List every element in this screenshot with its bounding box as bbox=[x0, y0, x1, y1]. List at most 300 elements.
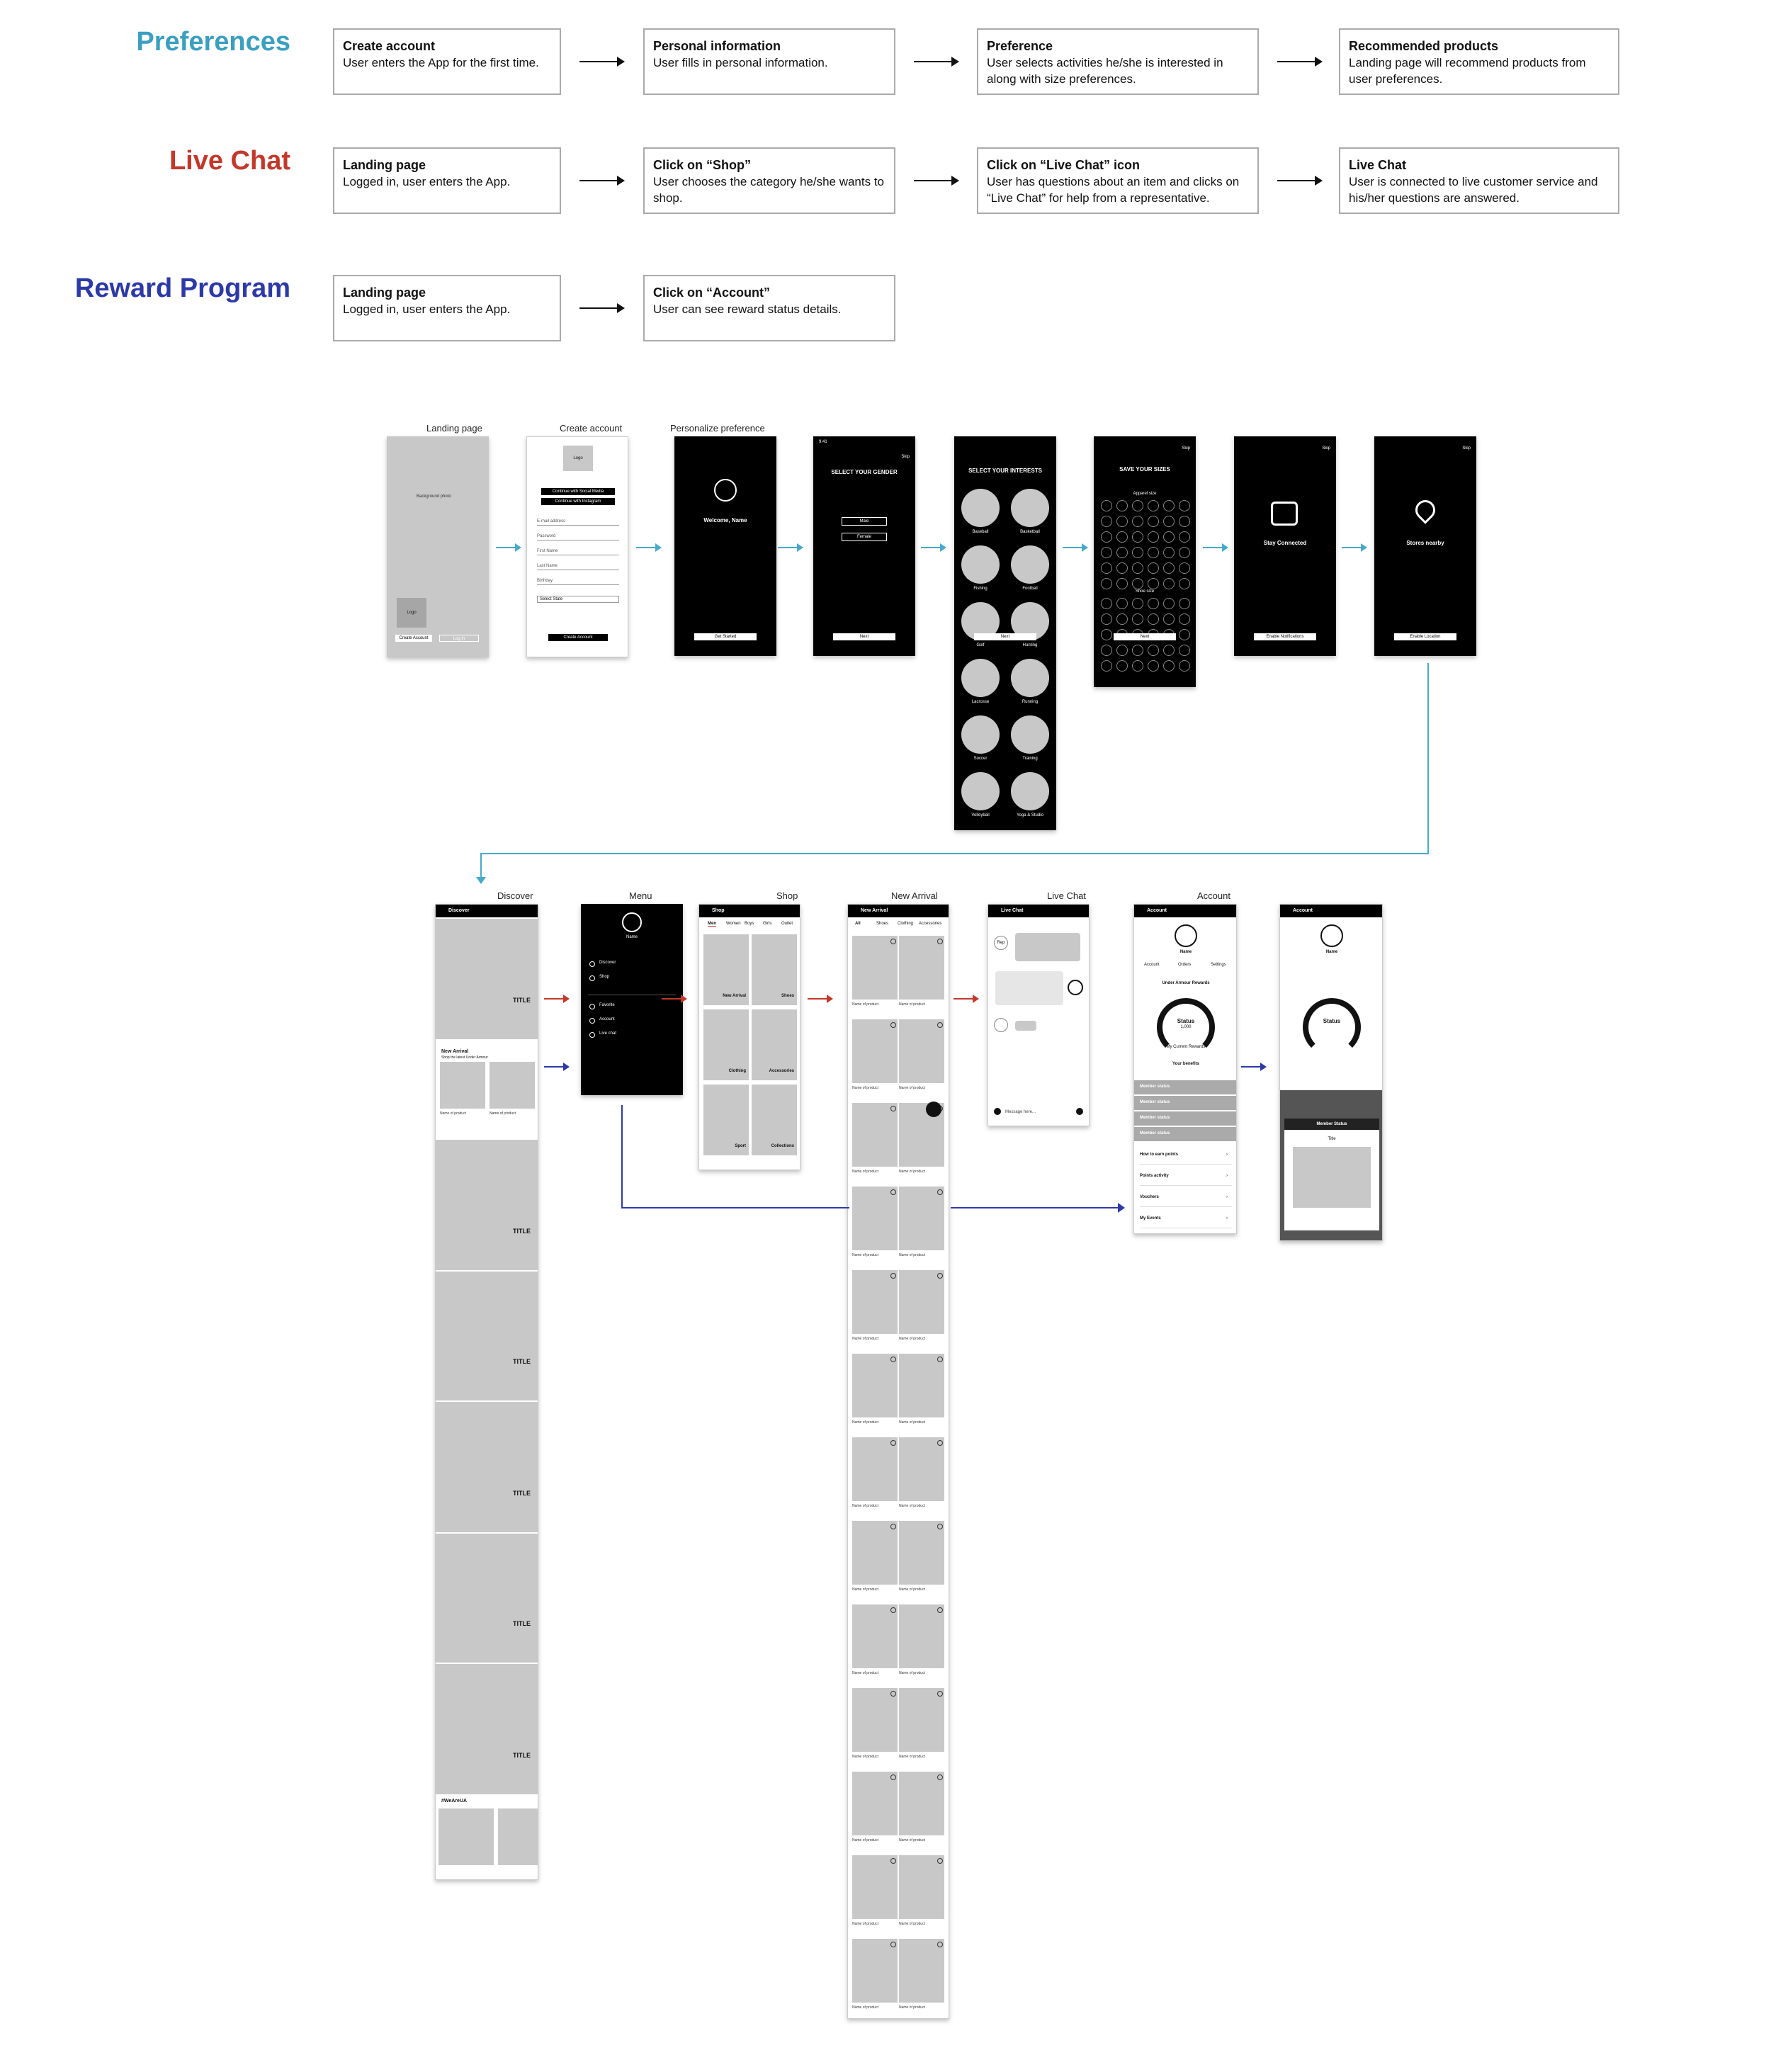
product-name: Name of product bbox=[899, 1420, 925, 1425]
product-image[interactable] bbox=[852, 1855, 898, 1919]
size-option[interactable] bbox=[1163, 516, 1175, 527]
interest-option[interactable] bbox=[961, 659, 1000, 697]
product-name: Name of product bbox=[852, 1587, 878, 1592]
menu-name: Name bbox=[626, 935, 638, 939]
product-image[interactable] bbox=[899, 1019, 944, 1083]
flow-title-0: Preferences bbox=[136, 27, 290, 57]
skip-link[interactable]: Skip bbox=[901, 455, 910, 459]
step-text: Logged in, user enters the App. bbox=[343, 175, 511, 188]
connector-down bbox=[480, 853, 482, 878]
screen-menu bbox=[581, 904, 683, 1095]
shop-header: Shop bbox=[699, 905, 800, 917]
enable-location-button[interactable]: Enable Location bbox=[1394, 633, 1456, 640]
shoe-size-option[interactable] bbox=[1132, 598, 1143, 609]
discover-banner[interactable] bbox=[436, 1402, 538, 1532]
next-button[interactable]: Next bbox=[833, 633, 895, 640]
skip-link[interactable]: Skip bbox=[1322, 446, 1330, 451]
heart-icon[interactable] bbox=[937, 1357, 943, 1362]
product-image[interactable] bbox=[852, 1604, 898, 1668]
size-option[interactable] bbox=[1116, 531, 1128, 543]
heart-icon[interactable] bbox=[937, 1774, 943, 1780]
skip-link[interactable]: Skip bbox=[1462, 446, 1471, 451]
modal-title: Member Status bbox=[1284, 1119, 1379, 1130]
shoe-size-option[interactable] bbox=[1101, 629, 1112, 640]
discover-banner[interactable] bbox=[436, 919, 538, 1039]
shop-tab[interactable]: Girls bbox=[763, 922, 772, 926]
heart-icon[interactable] bbox=[937, 1022, 943, 1028]
shoe-size-option[interactable] bbox=[1116, 598, 1128, 609]
product-name: Name of product bbox=[899, 1253, 925, 1257]
shop-tab[interactable]: Outlet bbox=[781, 922, 793, 926]
heart-icon[interactable] bbox=[937, 1607, 943, 1613]
logo-placeholder bbox=[563, 446, 593, 471]
menu-account-connector-h1 bbox=[621, 1207, 849, 1208]
new-arrival-header: New Arrival bbox=[848, 905, 949, 917]
shop-category-label: Accessories bbox=[769, 1069, 794, 1073]
product-name: Name of product bbox=[852, 1755, 878, 1759]
shoe-size-option[interactable] bbox=[1148, 613, 1159, 625]
create-field[interactable]: Last Name bbox=[537, 564, 619, 570]
apparel-size-label: Apparel size bbox=[1133, 492, 1157, 496]
screen-shop bbox=[698, 904, 800, 1170]
size-option[interactable] bbox=[1101, 500, 1112, 511]
step-text: Landing page will recommend products from user preferences. bbox=[1349, 56, 1586, 86]
heart-icon[interactable] bbox=[890, 1691, 896, 1697]
heart-icon[interactable] bbox=[890, 1440, 896, 1446]
heart-icon[interactable] bbox=[890, 1774, 896, 1780]
flow-arrow bbox=[579, 307, 623, 309]
size-option[interactable] bbox=[1179, 547, 1190, 558]
interest-option[interactable] bbox=[961, 715, 1000, 754]
account-link[interactable]: How to earn points bbox=[1140, 1153, 1232, 1165]
interest-option[interactable] bbox=[1011, 659, 1049, 697]
product-image[interactable] bbox=[852, 936, 898, 1000]
heart-icon[interactable] bbox=[890, 1022, 896, 1028]
size-option[interactable] bbox=[1101, 547, 1112, 558]
interest-label: Hunting bbox=[1022, 643, 1038, 647]
shoe-size-option[interactable] bbox=[1116, 613, 1128, 625]
female-option[interactable]: Female bbox=[842, 533, 887, 541]
account-link[interactable]: Vouchers bbox=[1140, 1195, 1232, 1207]
shop-tab[interactable]: Men bbox=[708, 922, 716, 926]
status-points: 1,000 bbox=[1180, 1025, 1192, 1029]
shoe-size-option[interactable] bbox=[1132, 660, 1143, 672]
user-message-bubble bbox=[995, 971, 1063, 1005]
product-image[interactable] bbox=[852, 1521, 898, 1585]
size-option[interactable] bbox=[1163, 562, 1175, 574]
label-menu: Menu bbox=[629, 890, 652, 901]
live-chat-header: Live Chat bbox=[988, 905, 1089, 917]
heart-icon[interactable] bbox=[937, 1524, 943, 1529]
size-option[interactable] bbox=[1163, 531, 1175, 543]
product-image[interactable] bbox=[852, 1270, 898, 1334]
shoe-size-option[interactable] bbox=[1179, 660, 1190, 672]
product-image[interactable] bbox=[852, 1688, 898, 1752]
product-name: Name of product bbox=[899, 1337, 925, 1341]
size-option[interactable] bbox=[1148, 516, 1159, 527]
typing-bubble bbox=[1015, 1021, 1036, 1031]
shoe-size-option[interactable] bbox=[1148, 645, 1159, 656]
size-option[interactable] bbox=[1148, 562, 1159, 574]
social-media-button[interactable]: Continue with Social Media bbox=[541, 488, 615, 495]
size-option[interactable] bbox=[1148, 547, 1159, 558]
product-name: Name of product bbox=[852, 1170, 878, 1174]
onboarding-arrow bbox=[778, 547, 802, 548]
screen-discover bbox=[435, 904, 538, 1880]
size-option[interactable] bbox=[1101, 562, 1112, 574]
size-option[interactable] bbox=[1101, 516, 1112, 527]
size-option[interactable] bbox=[1101, 531, 1112, 543]
avatar-icon bbox=[1175, 924, 1197, 947]
flow-arrow bbox=[1277, 61, 1321, 62]
menu-item[interactable]: Discover bbox=[599, 961, 616, 965]
interest-option[interactable] bbox=[1011, 545, 1049, 584]
male-option[interactable]: Male bbox=[842, 517, 887, 526]
create-field[interactable]: Birthday bbox=[537, 579, 619, 585]
product-image[interactable] bbox=[852, 1187, 898, 1250]
chevron-right-icon: › bbox=[1226, 1195, 1228, 1199]
size-option[interactable] bbox=[1148, 500, 1159, 511]
shop-tab[interactable]: Women bbox=[726, 922, 741, 926]
size-option[interactable] bbox=[1116, 547, 1128, 558]
product-image[interactable] bbox=[440, 1062, 485, 1109]
product-name: Name of product bbox=[899, 1838, 925, 1842]
product-name: Name of product bbox=[899, 1170, 925, 1174]
heart-icon[interactable] bbox=[937, 1691, 943, 1697]
rep-avatar-2 bbox=[994, 1018, 1008, 1032]
shop-category-label: Sport bbox=[735, 1144, 746, 1148]
product-image[interactable] bbox=[852, 1772, 898, 1835]
product-image[interactable] bbox=[852, 1354, 898, 1417]
product-image[interactable] bbox=[899, 1437, 944, 1501]
product-image[interactable] bbox=[490, 1062, 535, 1109]
flow-arrow bbox=[954, 998, 978, 1000]
shoe-size-option[interactable] bbox=[1179, 613, 1190, 625]
heart-icon[interactable] bbox=[890, 1942, 896, 1947]
screen-create-account bbox=[526, 436, 628, 657]
step-heading: Click on “Shop” bbox=[653, 158, 752, 172]
step-text: User has questions about an item and clicks on “Live Chat” for help from a representative. bbox=[987, 175, 1240, 205]
flow-arrow bbox=[544, 1066, 568, 1068]
screen-live-chat bbox=[988, 904, 1090, 1126]
size-option[interactable] bbox=[1148, 531, 1159, 543]
screen-stay-connected bbox=[1234, 436, 1336, 656]
chevron-right-icon: › bbox=[1226, 1153, 1228, 1157]
shoe-size-option[interactable] bbox=[1163, 660, 1175, 672]
step-text: User fills in personal information. bbox=[653, 56, 828, 69]
instagram-button[interactable]: Continue with Instagram bbox=[541, 498, 615, 505]
shoe-size-option[interactable] bbox=[1132, 645, 1143, 656]
banner-title: TITLE bbox=[513, 1752, 531, 1759]
flow-step bbox=[1339, 147, 1619, 214]
product-name: Name of product bbox=[899, 1587, 925, 1592]
product-image[interactable] bbox=[899, 1772, 944, 1835]
member-status-row[interactable]: Member status bbox=[1134, 1111, 1237, 1126]
heart-icon[interactable] bbox=[937, 1942, 943, 1947]
background-photo-label: Background photo bbox=[417, 494, 451, 499]
heart-icon[interactable] bbox=[890, 1273, 896, 1279]
product-name: Name of product bbox=[899, 1504, 925, 1508]
discover-banner[interactable] bbox=[436, 1534, 538, 1663]
shoe-size-option[interactable] bbox=[1163, 598, 1175, 609]
interest-label: Lacrosse bbox=[971, 700, 990, 704]
shoe-size-option[interactable] bbox=[1101, 660, 1112, 672]
rep-label: Rep bbox=[997, 941, 1005, 945]
size-option[interactable] bbox=[1116, 516, 1128, 527]
size-option[interactable] bbox=[1132, 516, 1143, 527]
hashtag-image[interactable] bbox=[438, 1808, 494, 1865]
menu-item-icon bbox=[589, 975, 595, 981]
step-heading: Preference bbox=[987, 39, 1053, 53]
interest-option[interactable] bbox=[1011, 715, 1049, 754]
shoe-size-option[interactable] bbox=[1179, 645, 1190, 656]
product-image[interactable] bbox=[852, 1019, 898, 1083]
discover-banner[interactable] bbox=[436, 1272, 538, 1400]
hashtag-heading: #WeAreUA bbox=[441, 1799, 468, 1804]
new-arrival-heading: New Arrival bbox=[441, 1049, 469, 1054]
account-link[interactable]: My Events bbox=[1140, 1216, 1232, 1228]
flow-step bbox=[1339, 28, 1619, 95]
product-name: Name of product bbox=[852, 1002, 878, 1007]
enable-notifications-button[interactable]: Enable Notifications bbox=[1254, 633, 1316, 640]
live-chat-icon[interactable] bbox=[926, 1102, 941, 1117]
label-live-chat: Live Chat bbox=[1047, 890, 1086, 901]
login-button[interactable]: Log in bbox=[439, 635, 479, 642]
product-image[interactable] bbox=[852, 1939, 898, 2003]
heart-icon[interactable] bbox=[937, 1440, 943, 1446]
size-option[interactable] bbox=[1179, 516, 1190, 527]
size-option[interactable] bbox=[1179, 578, 1190, 589]
shoe-size-option[interactable] bbox=[1132, 613, 1143, 625]
size-option[interactable] bbox=[1163, 500, 1175, 511]
size-option[interactable] bbox=[1132, 531, 1143, 543]
product-image[interactable] bbox=[899, 1688, 944, 1752]
tab-settings[interactable]: Settings bbox=[1211, 963, 1226, 967]
interest-option[interactable] bbox=[1011, 772, 1049, 810]
product-image[interactable] bbox=[852, 1437, 898, 1501]
product-image[interactable] bbox=[899, 936, 944, 1000]
step-heading: Landing page bbox=[343, 285, 426, 300]
state-select[interactable]: Select State bbox=[537, 596, 619, 603]
flow-title-1: Live Chat bbox=[169, 146, 290, 176]
shop-category-label: New Arrival bbox=[723, 994, 746, 998]
heart-icon[interactable] bbox=[890, 1858, 896, 1864]
add-icon[interactable] bbox=[994, 1108, 1001, 1115]
heart-icon[interactable] bbox=[890, 1106, 896, 1111]
flow-title-2: Reward Program bbox=[74, 273, 290, 303]
menu-account-connector-v bbox=[621, 1105, 623, 1208]
flow-step bbox=[333, 147, 561, 214]
heart-icon[interactable] bbox=[890, 1607, 896, 1613]
avatar-icon bbox=[622, 912, 642, 932]
product-name: Name of product bbox=[440, 1111, 466, 1116]
shoe-size-option[interactable] bbox=[1148, 660, 1159, 672]
step-heading: Live Chat bbox=[1349, 158, 1407, 172]
label-shop: Shop bbox=[776, 890, 798, 901]
logo-label: Logo bbox=[573, 456, 583, 460]
member-status-row[interactable]: Member status bbox=[1134, 1096, 1237, 1110]
my-rewards: My Current Rewards bbox=[1166, 1045, 1206, 1049]
shoe-size-option[interactable] bbox=[1148, 598, 1159, 609]
interest-label: Fishing bbox=[973, 587, 988, 591]
rep-message-bubble bbox=[1015, 933, 1080, 961]
size-option[interactable] bbox=[1132, 547, 1143, 558]
size-option[interactable] bbox=[1132, 562, 1143, 574]
connector-arrowhead bbox=[476, 877, 486, 884]
step-heading: Landing page bbox=[343, 158, 426, 172]
hashtag-image[interactable] bbox=[498, 1808, 538, 1865]
member-status-row[interactable]: Member status bbox=[1134, 1127, 1237, 1141]
shoe-size-label: Shoe size bbox=[1135, 589, 1155, 594]
flow-arrow bbox=[808, 998, 832, 1000]
tab-account[interactable]: Account bbox=[1144, 963, 1160, 967]
shoe-size-option[interactable] bbox=[1101, 645, 1112, 656]
menu-item[interactable]: Account bbox=[599, 1017, 615, 1021]
product-image[interactable] bbox=[899, 1521, 944, 1585]
size-option[interactable] bbox=[1179, 500, 1190, 511]
interest-option[interactable] bbox=[1011, 489, 1049, 527]
screen-new-arrival bbox=[847, 904, 949, 2019]
size-option[interactable] bbox=[1132, 578, 1143, 589]
screen-account bbox=[1133, 904, 1237, 1234]
discover-banner[interactable] bbox=[436, 1664, 538, 1794]
label-new-arrival: New Arrival bbox=[891, 890, 938, 901]
interest-option[interactable] bbox=[961, 772, 1000, 810]
shop-category-label: Collections bbox=[771, 1144, 794, 1148]
product-image[interactable] bbox=[899, 1270, 944, 1334]
shop-category-label: Clothing bbox=[728, 1069, 746, 1073]
next-button[interactable]: Next bbox=[974, 633, 1036, 640]
welcome-title: Welcome, Name bbox=[703, 517, 747, 523]
create-field[interactable]: E-mail address bbox=[537, 519, 619, 526]
size-option[interactable] bbox=[1179, 531, 1190, 543]
flow-step bbox=[643, 28, 895, 95]
status-gauge bbox=[1303, 998, 1361, 1056]
product-image[interactable] bbox=[899, 1187, 944, 1250]
onboarding-arrow bbox=[496, 547, 520, 548]
flow-step bbox=[643, 275, 895, 341]
interest-option[interactable] bbox=[961, 545, 1000, 584]
screen-interests bbox=[954, 436, 1056, 830]
menu-item[interactable]: Live chat bbox=[599, 1031, 617, 1036]
interest-label: Yoga & Studio bbox=[1017, 813, 1043, 817]
label-personalize: Personalize preference bbox=[670, 423, 765, 434]
tab-orders[interactable]: Orders bbox=[1178, 963, 1192, 967]
logo-placeholder bbox=[397, 598, 426, 628]
discover-banner[interactable] bbox=[436, 1140, 538, 1270]
onboarding-arrow bbox=[636, 547, 660, 548]
shoe-size-option[interactable] bbox=[1116, 645, 1128, 656]
product-image[interactable] bbox=[899, 1604, 944, 1668]
interest-label: Training bbox=[1022, 757, 1038, 761]
new-arrival-tab[interactable]: All bbox=[855, 922, 861, 926]
interest-option[interactable] bbox=[961, 489, 1000, 527]
heart-icon[interactable] bbox=[890, 939, 896, 944]
next-button[interactable]: Next bbox=[1114, 633, 1176, 640]
heart-icon[interactable] bbox=[890, 1189, 896, 1195]
shoe-size-option[interactable] bbox=[1179, 598, 1190, 609]
menu-item[interactable]: Favorite bbox=[599, 1003, 615, 1007]
step-heading: Click on “Account” bbox=[653, 285, 771, 300]
flow-step bbox=[977, 147, 1259, 214]
size-option[interactable] bbox=[1116, 562, 1128, 574]
modal-sub: Title bbox=[1328, 1137, 1336, 1141]
flow-arrow bbox=[579, 180, 623, 181]
product-name: Name of product bbox=[899, 1002, 925, 1007]
size-option[interactable] bbox=[1116, 500, 1128, 511]
product-image[interactable] bbox=[899, 1855, 944, 1919]
size-option[interactable] bbox=[1132, 500, 1143, 511]
product-name: Name of product bbox=[852, 1420, 878, 1425]
shoe-size-option[interactable] bbox=[1101, 598, 1112, 609]
size-option[interactable] bbox=[1163, 578, 1175, 589]
screen-stores-nearby bbox=[1374, 436, 1476, 656]
shoe-size-option[interactable] bbox=[1179, 629, 1190, 640]
step-text: User is connected to live customer service and his/her questions are answered. bbox=[1349, 175, 1598, 205]
heart-icon[interactable] bbox=[937, 1858, 943, 1864]
heart-icon[interactable] bbox=[890, 1524, 896, 1529]
product-image[interactable] bbox=[899, 1939, 944, 2003]
new-arrival-tab[interactable]: Clothing bbox=[898, 922, 914, 926]
product-name: Name of product bbox=[899, 1922, 925, 1926]
shoe-size-option[interactable] bbox=[1163, 613, 1175, 625]
size-option[interactable] bbox=[1116, 578, 1128, 589]
message-input[interactable]: Message here... bbox=[1005, 1110, 1036, 1114]
size-option[interactable] bbox=[1101, 578, 1112, 589]
heart-icon[interactable] bbox=[937, 1189, 943, 1195]
screen-welcome bbox=[674, 436, 776, 656]
skip-link[interactable]: Skip bbox=[1182, 446, 1190, 451]
shoe-size-option[interactable] bbox=[1101, 613, 1112, 625]
account-link[interactable]: Points activity bbox=[1140, 1174, 1232, 1186]
menu-item[interactable]: Shop bbox=[599, 975, 610, 979]
flow-step bbox=[333, 275, 561, 341]
heart-icon[interactable] bbox=[890, 1357, 896, 1362]
label-discover: Discover bbox=[497, 890, 533, 901]
size-option[interactable] bbox=[1179, 562, 1190, 574]
product-image[interactable] bbox=[852, 1103, 898, 1167]
banner-title: TITLE bbox=[513, 1228, 531, 1235]
create-account-cta[interactable]: Create Account bbox=[548, 634, 608, 641]
size-option[interactable] bbox=[1163, 547, 1175, 558]
heart-icon[interactable] bbox=[937, 939, 943, 944]
shoe-size-option[interactable] bbox=[1163, 645, 1175, 656]
shoe-size-option[interactable] bbox=[1116, 660, 1128, 672]
product-name: Name of product bbox=[899, 1671, 925, 1675]
menu-account-arrowhead bbox=[1118, 1203, 1125, 1213]
product-name: Name of product bbox=[899, 1755, 925, 1759]
rep-avatar bbox=[994, 936, 1008, 950]
create-field[interactable]: First Name bbox=[537, 549, 619, 555]
create-field[interactable]: Password bbox=[537, 534, 619, 540]
send-icon[interactable] bbox=[1076, 1108, 1083, 1115]
status-label: Status bbox=[1323, 1018, 1341, 1024]
chevron-right-icon: › bbox=[1226, 1216, 1228, 1221]
shop-tab[interactable]: Boys bbox=[745, 922, 754, 926]
menu-item-icon bbox=[589, 1004, 595, 1009]
product-image[interactable] bbox=[899, 1354, 944, 1417]
heart-icon[interactable] bbox=[937, 1273, 943, 1279]
get-started-button[interactable]: Get Started bbox=[694, 633, 757, 640]
user-avatar bbox=[1068, 980, 1083, 995]
new-arrival-tab[interactable]: Shoes bbox=[876, 922, 889, 926]
size-option[interactable] bbox=[1148, 578, 1159, 589]
member-status-row[interactable]: Member status bbox=[1134, 1080, 1237, 1094]
logo-label: Logo bbox=[407, 611, 417, 615]
create-account-button[interactable]: Create Account bbox=[395, 635, 432, 642]
new-arrival-tab[interactable]: Accessories bbox=[919, 922, 942, 926]
step-heading: Recommended products bbox=[1349, 39, 1499, 53]
